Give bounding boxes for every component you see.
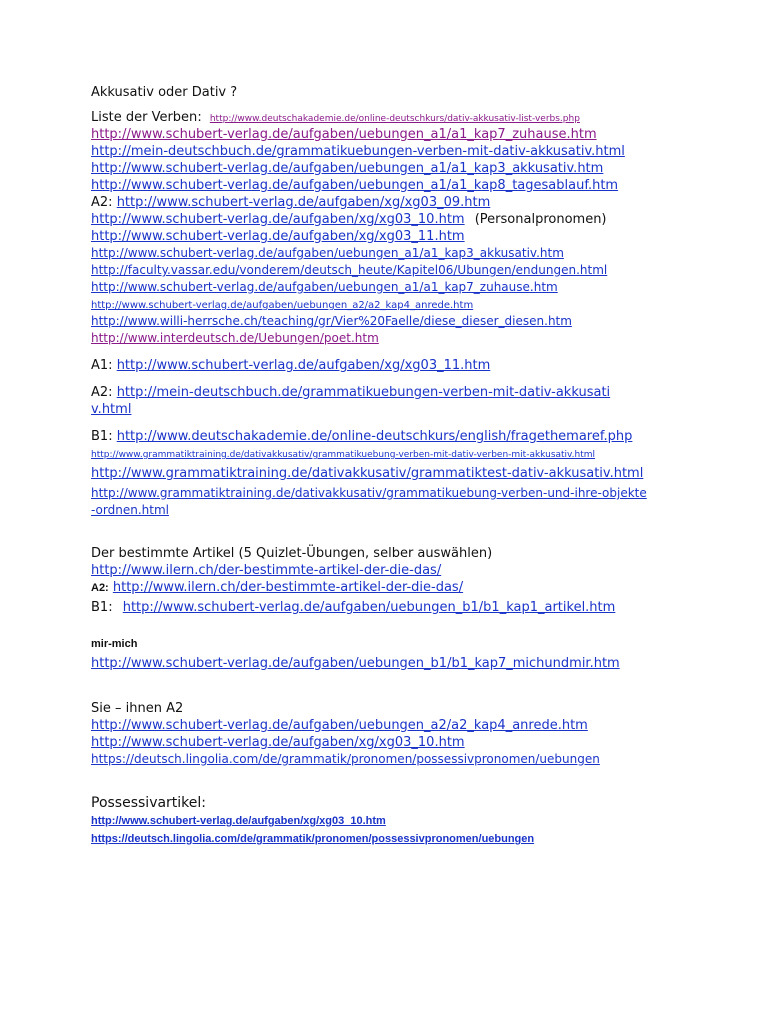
artikel-b1-line — [91, 599, 731, 616]
artikel-b1-label: B1: — [91, 600, 113, 615]
link-sie-lingolia[interactable]: https://deutsch.lingolia.com/de/grammatik/pronomen/possessivpronomen/uebungen — [91, 752, 600, 766]
a2-label: A2: — [91, 195, 113, 210]
link-possessiv-xg03-10[interactable]: http://www.schubert-verlag.de/aufgaben/xg/xg03_10.htm — [91, 815, 386, 827]
link-interdeutsch[interactable]: http://www.interdeutsch.de/Uebungen/poet.htm — [91, 331, 379, 345]
link-grammatiktraining-3[interactable]: http://www.grammatiktraining.de/dativakkusativ/grammatikuebung-verben-und-ihre-objekte-ordnen.html — [91, 486, 647, 517]
link-a1-kap8[interactable]: http://www.schubert-verlag.de/aufgaben/uebungen_a1/a1_kap8_tagesablauf.htm — [91, 178, 619, 193]
link-grammatiktraining-1[interactable]: http://www.grammatiktraining.de/dativakkusativ/grammatikuebung-verben-mit-dativ-verben-mit-akkusativ.html — [91, 450, 596, 460]
link-possessiv-lingolia[interactable]: https://deutsch.lingolia.com/de/grammatik/pronomen/possessivpronomen/uebungen — [91, 833, 535, 845]
link-ilern-1[interactable]: http://www.ilern.ch/der-bestimmte-artikel-der-die-das/ — [91, 563, 442, 578]
link-xg03-09[interactable]: http://www.schubert-verlag.de/aufgaben/xg/xg03_09.htm — [116, 195, 491, 210]
possessiv-heading: Possessivartikel: — [91, 795, 207, 811]
link-ilern-2[interactable]: http://www.ilern.ch/der-bestimmte-artikel-der-die-das/ — [112, 580, 464, 595]
link-a1-xg03-11[interactable]: http://www.schubert-verlag.de/aufgaben/xg/xg03_11.htm — [116, 358, 491, 373]
link-mein-deutschbuch[interactable]: http://mein-deutschbuch.de/grammatikuebungen-verben-mit-dativ-akkusativ.html — [91, 144, 625, 159]
artikel-a2-label: A2: — [91, 582, 109, 594]
link-willi-herrsche[interactable]: http://www.willi-herrsche.ch/teaching/gr/Vier%20Faelle/diese_dieser_diesen.htm — [91, 314, 572, 328]
link-sie-xg03-10[interactable]: http://www.schubert-verlag.de/aufgaben/xg/xg03_10.htm — [91, 735, 465, 750]
personalpronomen-note: (Personalpronomen) — [474, 212, 607, 227]
link-a1-kap7-b[interactable]: http://www.schubert-verlag.de/aufgaben/uebungen_a1/a1_kap7_zuhause.htm — [91, 280, 558, 294]
a2b-label: A2: — [91, 385, 113, 400]
artikel-heading: Der bestimmte Artikel (5 Quizlet-Übungen, selber auswählen) — [91, 546, 493, 561]
link-sie-a2-kap4[interactable]: http://www.schubert-verlag.de/aufgaben/uebungen_a2/a2_kap4_anrede.htm — [91, 718, 588, 733]
sie-ihnen-heading: Sie – ihnen A2 — [91, 701, 184, 716]
link-b1-kap1[interactable]: http://www.schubert-verlag.de/aufgaben/uebungen_b1/b1_kap1_artikel.htm — [122, 600, 616, 615]
liste-link[interactable]: http://www.deutschakademie.de/online-deutschkurs/dativ-akkusativ-list-verbs.php — [209, 114, 580, 124]
link-b1-kap7[interactable]: http://www.schubert-verlag.de/aufgaben/uebungen_b1/b1_kap7_michundmir.htm — [91, 656, 620, 671]
artikel-a2-line — [91, 579, 731, 597]
b1-line — [91, 428, 731, 445]
link-xg03-10[interactable]: http://www.schubert-verlag.de/aufgaben/xg/xg03_10.htm — [91, 212, 465, 227]
liste-line — [91, 109, 731, 126]
a1-line — [91, 357, 731, 374]
xg10-line — [91, 211, 731, 228]
a2-line — [91, 194, 731, 211]
page-title: Akkusativ oder Dativ ? — [91, 85, 238, 100]
link-grammatiktraining-2[interactable]: http://www.grammatiktraining.de/dativakkusativ/grammatiktest-dativ-akkusativ.html — [91, 466, 644, 481]
b1-label: B1: — [91, 429, 113, 444]
link-a2b-mein-deutschbuch[interactable]: http://mein-deutschbuch.de/grammatikuebungen-verben-mit-dativ-akkusativ.html — [91, 385, 611, 417]
liste-label: Liste der Verben — [91, 110, 198, 125]
document-page — [91, 84, 731, 848]
link-a2-kap4[interactable]: http://www.schubert-verlag.de/aufgaben/uebungen_a2/a2_kap4_anrede.htm — [91, 300, 474, 311]
link-a1-kap3-b[interactable]: http://www.schubert-verlag.de/aufgaben/uebungen_a1/a1_kap3_akkusativ.htm — [91, 246, 564, 260]
mir-mich-heading: mir-mich — [91, 638, 138, 650]
link-xg03-11[interactable]: http://www.schubert-verlag.de/aufgaben/xg/xg03_11.htm — [91, 229, 465, 244]
link-a1-kap3[interactable]: http://www.schubert-verlag.de/aufgaben/uebungen_a1/a1_kap3_akkusativ.htm — [91, 161, 604, 176]
link-vassar[interactable]: http://faculty.vassar.edu/vonderem/deutsch_heute/Kapitel06/Ubungen/endungen.html — [91, 263, 608, 277]
liste-colon: : — [197, 110, 202, 125]
a2b-line — [91, 384, 611, 418]
a1-label: A1: — [91, 358, 113, 373]
link-a1-kap7[interactable]: http://www.schubert-verlag.de/aufgaben/uebungen_a1/a1_kap7_zuhause.htm — [91, 127, 597, 142]
link-fragethemaref[interactable]: http://www.deutschakademie.de/online-deutschkurs/english/fragethemaref.php — [116, 429, 633, 444]
